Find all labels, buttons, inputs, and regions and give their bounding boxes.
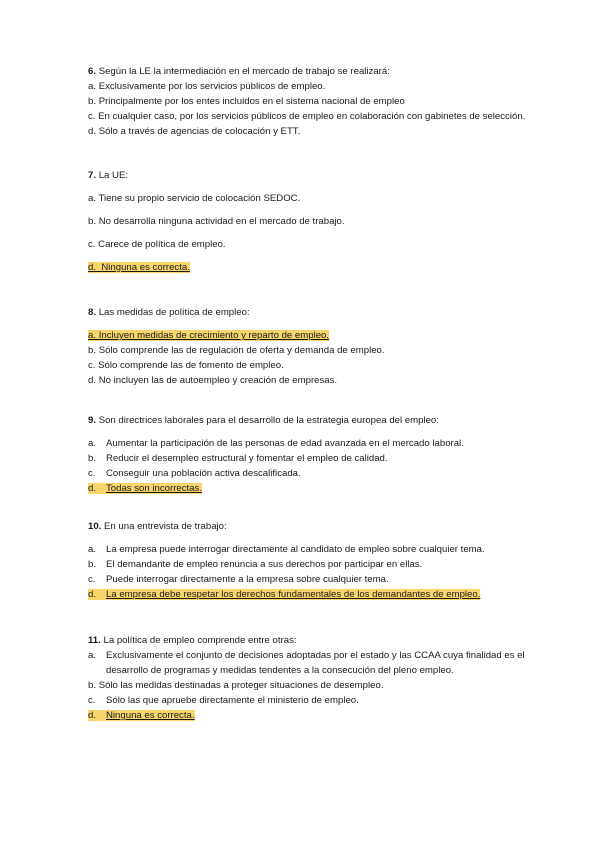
option-label: b. [88, 680, 97, 691]
option-text: La empresa debe respetar los derechos fundamentales de los demandantes de empleo. [106, 589, 481, 600]
option-text: Carece de política de empleo. [98, 239, 226, 250]
option-label: d. [88, 710, 97, 721]
option-text: No incluyen las de autoempleo y creación de empresas. [98, 375, 338, 386]
question-number: 8. [88, 307, 97, 318]
option-label: a. [88, 193, 97, 204]
option-d-correct [88, 587, 538, 602]
option-label: b. [88, 345, 97, 356]
question-7 [88, 168, 528, 275]
option-text: Sólo comprende las de regulación de oferta y demanda de empleo. [98, 345, 385, 356]
option-text: Aumentar la participación de las personas de edad avanzada en el mercado laboral. [106, 438, 464, 449]
option-d-correct [88, 708, 528, 723]
option-b [88, 451, 528, 466]
option-text: Puede interrogar directamente a la empresa sobre cualquier tema. [106, 574, 389, 585]
option-label: b. [88, 559, 97, 570]
option-d-correct [88, 481, 528, 496]
option-a [88, 191, 528, 206]
option-text: Exclusivamente por los servicios públicos de empleo. [98, 81, 326, 92]
option-a [88, 436, 528, 451]
option-b [88, 343, 528, 358]
option-text: Principalmente por los entes incluidos en el sistema nacional de empleo [98, 96, 405, 107]
option-d [88, 373, 528, 388]
highlighted-answer [88, 262, 190, 273]
option-text: Ninguna es correcta. [106, 710, 195, 721]
question-title [88, 413, 528, 428]
option-label: b. [88, 96, 97, 107]
option-label: c. [88, 574, 96, 585]
option-label: c. [88, 468, 96, 479]
option-label: c. [88, 695, 96, 706]
option-b [88, 678, 528, 693]
option-text: Exclusivamente el conjunto de decisiones adoptadas por el estado y las CCAA cuya finalidad es el desarrollo de programas y medidas tendentes a la consecución del pleno empleo. [106, 650, 525, 676]
option-b [88, 94, 528, 109]
option-label: b. [88, 216, 97, 227]
option-text: Sólo las que apruebe directamente el ministerio de empleo. [106, 695, 359, 706]
option-text: Sólo las medidas destinadas a proteger situaciones de desempleo. [98, 680, 384, 691]
option-a [88, 648, 528, 678]
question-text: Son directrices laborales para el desarrollo de la estrategia europea del empleo: [98, 415, 439, 426]
option-text: La empresa puede interrogar directamente al candidato de empleo sobre cualquier tema. [106, 544, 485, 555]
question-title [88, 168, 528, 183]
question-number: 9. [88, 415, 97, 426]
question-11 [88, 633, 528, 723]
option-text: Ninguna es correcta. [101, 262, 190, 273]
option-text: Todas son incorrectas. [106, 483, 202, 494]
option-c [88, 693, 528, 708]
option-a [88, 79, 528, 94]
question-number: 11. [88, 635, 101, 646]
option-label: a. [88, 650, 97, 661]
option-b [88, 214, 528, 229]
option-c [88, 572, 538, 587]
option-d-correct [88, 260, 528, 275]
option-text: Conseguir una población activa descalificada. [106, 468, 301, 479]
option-text: Sólo a través de agencias de colocación y ETT. [98, 126, 301, 137]
option-label: d. [88, 589, 97, 600]
question-number: 10. [88, 521, 102, 532]
option-b [88, 557, 538, 572]
question-text: En una entrevista de trabajo: [104, 521, 227, 532]
highlighted-answer [88, 710, 195, 721]
option-label: c. [88, 239, 96, 250]
option-label: a. [88, 81, 97, 92]
question-6 [88, 64, 528, 139]
question-title [88, 64, 528, 79]
option-label: d. [88, 126, 97, 137]
question-9 [88, 413, 528, 496]
option-label: a. [88, 330, 97, 341]
highlighted-answer [88, 483, 202, 494]
option-label: a. [88, 544, 97, 555]
highlighted-answer [88, 589, 480, 600]
question-text: La política de empleo comprende entre otras: [103, 635, 297, 646]
option-text: Sólo comprende las de fomento de empleo. [98, 360, 284, 371]
option-label: d. [88, 483, 97, 494]
option-a [88, 542, 538, 557]
question-text: Según la LE la intermediación en el mercado de trabajo se realizará: [98, 66, 390, 77]
option-c [88, 466, 528, 481]
option-label: c. [88, 360, 96, 371]
question-text: Las medidas de política de empleo: [98, 307, 250, 318]
option-text: Reducir el desempleo estructural y fomentar el empleo de calidad. [106, 453, 388, 464]
question-text: La UE: [98, 170, 129, 181]
option-c [88, 358, 528, 373]
option-text: Tiene su propio servicio de colocación SEDOC. [98, 193, 301, 204]
question-title [88, 305, 528, 320]
option-label: d. [88, 375, 97, 386]
option-label: a. [88, 438, 97, 449]
question-number: 6. [88, 66, 97, 77]
option-text: En cualquier caso, por los servicios públicos de empleo en colaboración con gabinetes de selección. [98, 111, 526, 122]
question-8 [88, 305, 528, 388]
highlighted-answer [88, 330, 329, 341]
option-text: Incluyen medidas de crecimiento y reparto de empleo. [98, 330, 330, 341]
option-label: d. [88, 262, 97, 273]
option-a-correct [88, 328, 528, 343]
option-label: b. [88, 453, 97, 464]
option-d [88, 124, 528, 139]
option-c [88, 237, 528, 252]
option-text: El demandante de empleo renuncia a sus derechos por participar en ellas. [106, 559, 423, 570]
question-10 [88, 519, 538, 602]
option-text: No desarrolla ninguna actividad en el mercado de trabajo. [98, 216, 345, 227]
option-c [88, 109, 528, 124]
question-number: 7. [88, 170, 97, 181]
question-title [88, 519, 538, 534]
question-title [88, 633, 528, 648]
option-label: c. [88, 111, 96, 122]
